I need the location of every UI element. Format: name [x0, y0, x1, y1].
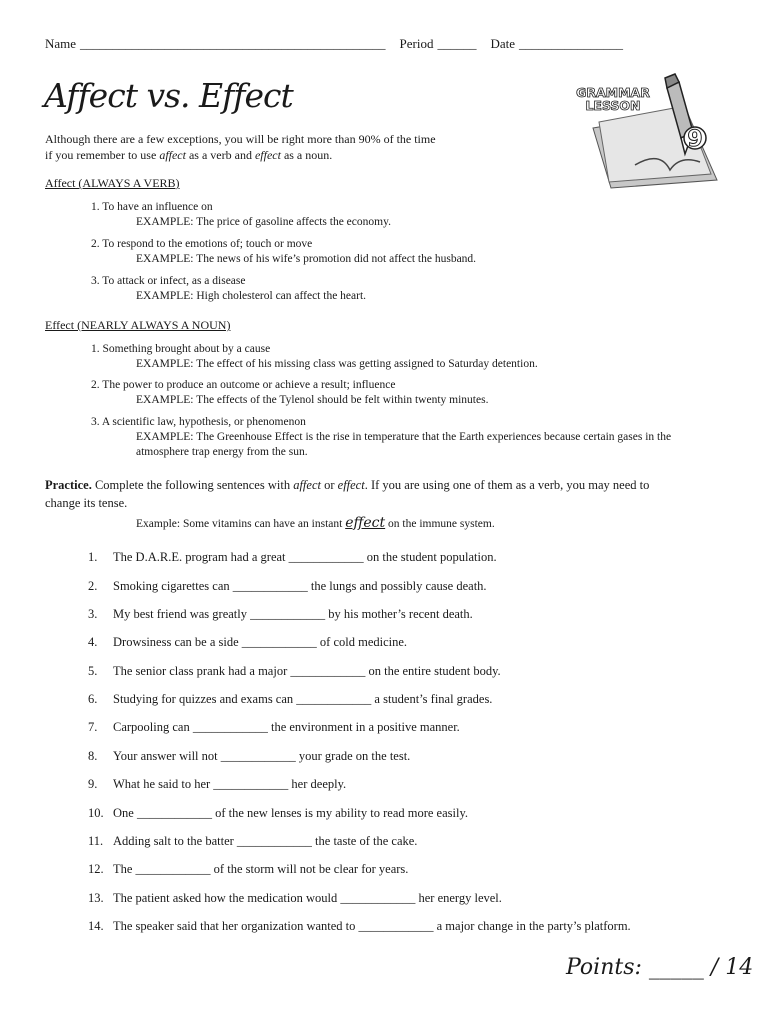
page-title: Affect vs. Effect — [44, 76, 293, 115]
intro-paragraph: Although there are a few exceptions, you will be right more than 90% of the time if you remember to use affect as a verb and effect as a noun. — [45, 132, 436, 162]
student-info-header — [45, 36, 725, 52]
question-2[interactable]: 2. Smoking cigarettes can ____________ the lungs and possibly cause death. — [88, 579, 487, 593]
effect-heading: Effect (NEARLY ALWAYS A NOUN) — [45, 318, 231, 332]
practice-example: Example: Some vitamins can have an instant effect on the immune system. — [136, 515, 495, 531]
date-label: Date — [490, 36, 516, 51]
question-10[interactable]: 10. One ____________ of the new lenses is my ability to read more easily. — [88, 806, 469, 820]
name-label: Name — [45, 36, 77, 51]
question-4[interactable]: 4. Drowsiness can be a side ____________ of cold medicine. — [88, 635, 408, 649]
points-field[interactable]: _____ — [648, 955, 704, 980]
practice-instructions: Practice. Complete the following sentences with affect or effect. If you are using one of them as a verb, you may need to change its tense. — [45, 478, 650, 510]
date-field[interactable]: ________________ — [519, 36, 624, 51]
period-label: Period — [399, 36, 434, 51]
question-12[interactable]: 12. The ____________ of the storm will not be clear for years. — [88, 862, 409, 876]
effect-definition-3: 3. A scientific law, hypothesis, or phenomenon EXAMPLE: The Greenhouse Effect is the rise in temperature that the Earth experiences because certain gases in the atmosphere trap energy from the sun. — [91, 416, 672, 458]
example-answer: effect — [345, 515, 386, 531]
question-7[interactable]: 7. Carpooling can ____________ the environment in a positive manner. — [88, 720, 460, 734]
effect-definition-2: 2. The power to produce an outcome or achieve a result; influence EXAMPLE: The effects of the Tylenol should be felt within twenty minutes. — [91, 379, 489, 406]
effect-definition-1: 1. Something brought about by a cause EXAMPLE: The effect of his missing class was getting assigned to Saturday detention. — [91, 343, 538, 370]
question-3[interactable]: 3. My best friend was greatly ____________ by his mother’s recent death. — [88, 607, 473, 621]
affect-definition-3: 3. To attack or infect, as a disease EXAMPLE: High cholesterol can affect the heart. — [91, 275, 367, 302]
name-field[interactable]: _______________________________________________ — [80, 36, 386, 51]
points-score: Points: _____ / 14 — [566, 955, 754, 980]
question-8[interactable]: 8. Your answer will not ____________ your grade on the test. — [88, 749, 411, 763]
question-13[interactable]: 13. The patient asked how the medication would ____________ her energy level. — [88, 891, 502, 905]
question-1[interactable]: 1. The D.A.R.E. program had a great ____________ on the student population. — [88, 550, 497, 564]
badge-label: GRAMMAR LESSON — [576, 85, 650, 113]
affect-heading: Affect (ALWAYS A VERB) — [45, 176, 180, 190]
question-6[interactable]: 6. Studying for quizzes and exams can ____________ a student’s final grades. — [88, 692, 493, 706]
affect-definition-2: 2. To respond to the emotions of; touch or move EXAMPLE: The news of his wife’s promotion did not affect the husband. — [91, 238, 477, 265]
affect-definition-1: 1. To have an influence on EXAMPLE: The price of gasoline affects the economy. — [91, 201, 391, 228]
question-11[interactable]: 11. Adding salt to the batter ____________ the taste of the cake. — [88, 834, 418, 848]
question-14[interactable]: 14. The speaker said that her organization wanted to ____________ a major change in the party’s platform. — [88, 919, 631, 933]
period-field[interactable]: ______ — [437, 36, 477, 51]
question-5[interactable]: 5. The senior class prank had a major ____________ on the entire student body. — [88, 664, 501, 678]
question-9[interactable]: 9. What he said to her ____________ her deeply. — [88, 777, 347, 791]
badge-number: 9 — [687, 127, 703, 152]
